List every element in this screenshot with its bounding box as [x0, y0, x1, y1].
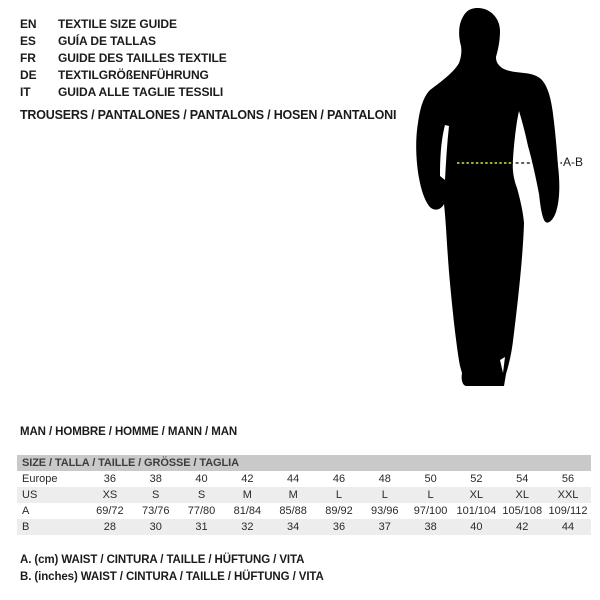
row-label: B [22, 521, 30, 533]
lang-title: TEXTILE SIZE GUIDE [58, 17, 177, 31]
lang-row-en [20, 16, 227, 33]
table-cell: XS [102, 489, 118, 501]
table-cell: L [381, 489, 388, 501]
table-cell: 97/100 [413, 505, 448, 517]
table-cell: 44 [561, 521, 575, 533]
table-cell: XXL [557, 489, 579, 501]
table-cell: 54 [516, 473, 529, 485]
table-cell: 81/84 [233, 505, 262, 517]
table-cell: 42 [516, 521, 529, 533]
table-cell: 38 [149, 473, 162, 485]
table-cell: 89/92 [325, 505, 353, 517]
lang-row-de [20, 67, 227, 84]
table-row-b-inches [17, 519, 591, 535]
table-cell: M [288, 489, 298, 501]
table-cell: 34 [287, 521, 300, 533]
table-cell: 36 [332, 521, 346, 533]
table-cell: 109/112 [548, 505, 588, 517]
lang-code: FR [20, 51, 36, 65]
table-cell: 40 [470, 521, 483, 533]
table-cell: XL [515, 489, 529, 501]
table-cell: 105/108 [502, 505, 543, 517]
table-cell: 85/88 [279, 505, 307, 517]
lang-row-es [20, 33, 227, 50]
table-cell: 50 [424, 473, 437, 485]
table-cell: 48 [378, 473, 391, 485]
lang-code: ES [20, 34, 36, 48]
lang-code: EN [20, 17, 37, 31]
lang-title: GUÍA DE TALLAS [58, 34, 156, 48]
size-table [17, 455, 591, 535]
table-cell: 93/96 [371, 505, 399, 517]
row-label: A [22, 505, 30, 517]
language-title-list [20, 16, 227, 101]
row-label: Europe [22, 473, 58, 485]
table-row-us [17, 487, 591, 503]
table-cell: 52 [470, 473, 483, 485]
footnote-a: A. (cm) WAIST / CINTURA / TAILLE / HÜFTUNG / VITA [20, 554, 305, 566]
table-cell: XL [469, 489, 484, 501]
table-cell: 37 [378, 521, 391, 533]
table-cell: 101/104 [456, 505, 497, 517]
measure-label-ab: A-B [563, 155, 584, 169]
category-heading: TROUSERS / PANTALONES / PANTALONS / HOSEN / PANTALONI [20, 108, 397, 122]
table-cell: 46 [332, 473, 346, 485]
table-cell: 69/72 [96, 505, 124, 517]
table-cell: 56 [561, 473, 575, 485]
measurement-figure [400, 0, 600, 400]
table-cell: 77/80 [187, 505, 216, 517]
table-cell: 32 [241, 521, 254, 533]
table-cell: 28 [103, 521, 117, 533]
lang-row-it [20, 84, 227, 101]
table-cell: L [335, 489, 343, 501]
lang-code: DE [20, 68, 37, 82]
lang-title: GUIDE DES TAILLES TEXTILE [58, 51, 227, 65]
table-cell: 31 [195, 521, 208, 533]
size-table-header: SIZE / TALLA / TAILLE / GRÖSSE / TAGLIA [17, 455, 591, 471]
table-cell: S [197, 489, 206, 501]
table-cell: M [242, 489, 252, 501]
table-cell: L [427, 489, 434, 501]
measurement-footnotes [20, 552, 324, 586]
table-cell: S [152, 489, 160, 501]
lang-code: IT [20, 85, 31, 99]
table-cell: 36 [103, 473, 117, 485]
row-label: US [22, 489, 38, 501]
table-cell: 42 [241, 473, 254, 485]
lang-row-fr [20, 50, 227, 67]
table-cell: 40 [195, 473, 208, 485]
lang-title: GUIDA ALLE TAGLIE TESSILI [58, 85, 224, 99]
table-row-europe [17, 471, 591, 487]
footnote-b: B. (inches) WAIST / CINTURA / TAILLE / HÜFTUNG / VITA [20, 571, 324, 583]
table-cell: 44 [287, 473, 300, 485]
lang-title: TEXTILGRÖßENFÜHRUNG [58, 68, 209, 82]
man-silhouette [416, 8, 559, 386]
man-silhouette-graphic [400, 0, 600, 400]
table-cell: 38 [424, 521, 437, 533]
gender-heading: MAN / HOMBRE / HOMME / MANN / MAN [20, 426, 238, 438]
table-row-a-cm [17, 503, 591, 519]
table-cell: 30 [149, 521, 162, 533]
table-cell: 73/76 [141, 505, 170, 517]
